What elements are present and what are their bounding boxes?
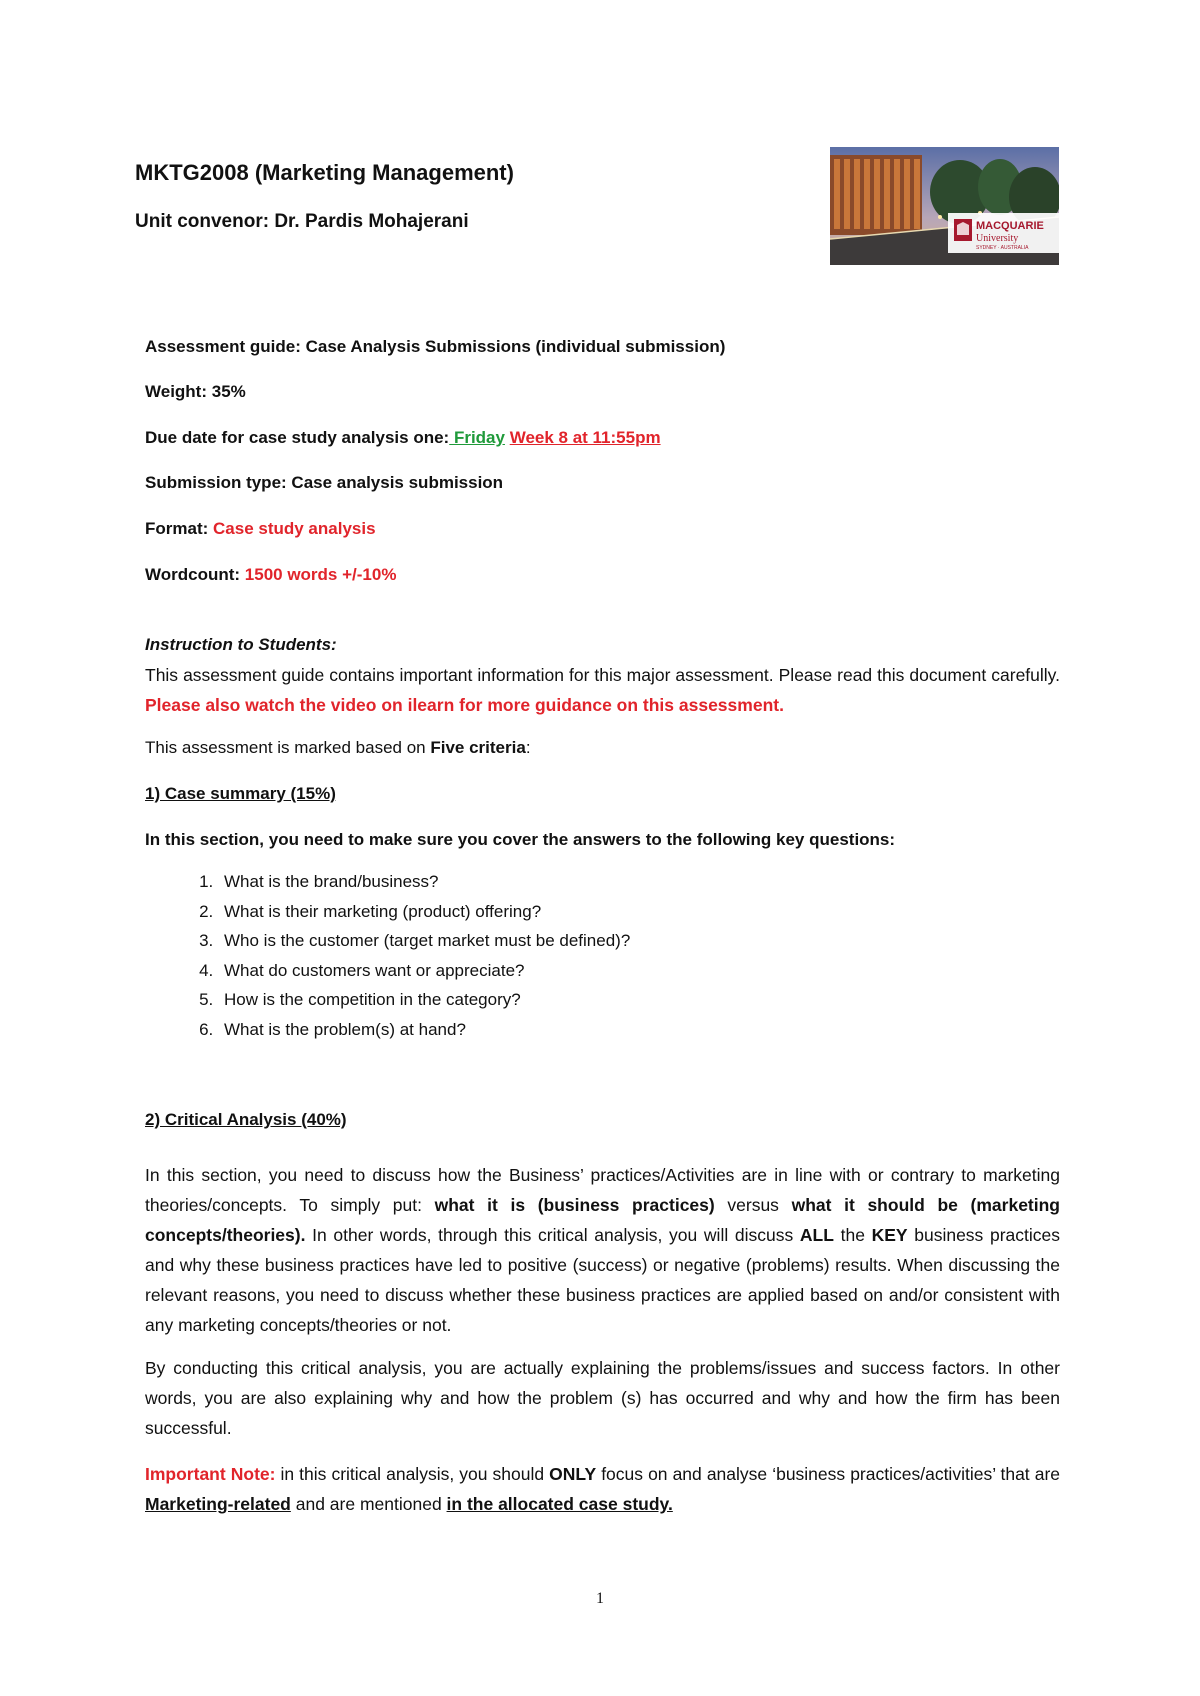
unit-convenor: Unit convenor: Dr. Pardis Mohajerani xyxy=(135,211,469,232)
text-run-bold: what it should be (marketing concepts/theories). xyxy=(145,1195,1061,1245)
weight-label: Weight: xyxy=(145,382,208,401)
key-questions-list xyxy=(145,867,630,1044)
logo-line-2: University xyxy=(976,233,1019,244)
instructions-highlight: Please also watch the video on ilearn for more guidance on this assessment. xyxy=(145,695,784,715)
page-number: 1 xyxy=(596,1590,604,1607)
logo-line-3: SYDNEY · AUSTRALIA xyxy=(976,245,1029,251)
criteria-pre: This assessment is marked based on xyxy=(145,738,431,757)
critical-analysis-paragraph-1 xyxy=(145,1160,1060,1340)
text-run: focus on and analyse ‘business practices/activities’ that are xyxy=(596,1464,1061,1484)
criteria-bold: Five criteria xyxy=(430,738,526,757)
wordcount-value: 1500 words +/-10% xyxy=(240,565,397,584)
submission-type-label: Submission type: xyxy=(145,473,287,492)
text-run: business practices and why these business practices have led to positive (success) or negative (problems) results. When discussing the relevant reasons, you need to discuss whether these business practices are applied based on and/or consistent with any marketing concepts/theories or not. xyxy=(145,1225,1060,1335)
list-item: 1. What is the brand/business? xyxy=(218,867,630,897)
text-run-bold-underline: in the allocated case study. xyxy=(446,1494,673,1514)
list-item: 3. Who is the customer (target market must be defined)? xyxy=(218,926,630,956)
due-time: Week 8 at 11:55pm xyxy=(509,428,661,447)
weight-value: 35% xyxy=(207,382,246,401)
text-run: In this section, you need to discuss how the Business’ practices/Activities are in line with or contrary to marketing theories/concepts. To simply put: xyxy=(145,1165,1060,1215)
assessment-guide-label: Assessment guide: xyxy=(145,337,301,356)
instructions-paragraph xyxy=(145,660,1060,720)
text-run-bold-underline: Marketing-related xyxy=(145,1494,291,1514)
text-run: In other words, through this critical analysis, you will discuss xyxy=(305,1225,800,1245)
critical-analysis-paragraph-2: By conducting this critical analysis, you are actually explaining the problems/issues and success factors. In other words, you are also explaining why and how the problem (s) has occurred and why and how the firm has been successful. xyxy=(145,1358,1060,1438)
format-label: Format: xyxy=(145,519,209,538)
text-run: and are mentioned xyxy=(290,1494,447,1514)
due-date-label: Due date for case study analysis one: xyxy=(145,428,450,447)
text-run: in this critical analysis, you should xyxy=(275,1464,550,1484)
instructions-heading: Instruction to Students: xyxy=(145,635,337,654)
important-note-paragraph xyxy=(145,1459,1060,1519)
list-item: 5. How is the competition in the category? xyxy=(218,985,630,1015)
important-note-label: Important Note: xyxy=(145,1464,276,1484)
criteria-line xyxy=(145,738,531,758)
criteria-post: : xyxy=(525,738,531,757)
instructions-text: This assessment guide contains important information for this major assessment. Please read this document carefully. xyxy=(145,665,1060,685)
list-item: 2. What is their marketing (product) offering? xyxy=(218,897,630,927)
section1-heading: 1) Case summary (15%) xyxy=(145,784,336,803)
wordcount-label: Wordcount: xyxy=(145,565,241,584)
assessment-guide-value: Case Analysis Submissions (individual submission) xyxy=(300,337,726,356)
text-run-bold: KEY xyxy=(871,1225,908,1245)
text-run: versus xyxy=(714,1195,792,1215)
campus-banner-image xyxy=(830,147,1059,265)
list-item: 6. What is the problem(s) at hand? xyxy=(218,1015,630,1045)
due-date-line xyxy=(145,428,661,448)
section1-intro: In this section, you need to make sure you cover the answers to the following key questions: xyxy=(145,830,896,849)
text-run-bold: what it is (business practices) xyxy=(434,1195,715,1215)
document-title: MKTG2008 (Marketing Management) xyxy=(135,160,514,185)
submission-type-value: Case analysis submission xyxy=(286,473,504,492)
logo-line-1: MACQUARIE xyxy=(976,220,1044,232)
section2-heading: 2) Critical Analysis (40%) xyxy=(145,1110,347,1129)
text-run: the xyxy=(833,1225,872,1245)
text-run-bold: ONLY xyxy=(549,1464,597,1484)
list-item: 4. What do customers want or appreciate? xyxy=(218,956,630,986)
submission-type-line xyxy=(145,473,503,493)
wordcount-line xyxy=(145,565,396,585)
assessment-guide-line xyxy=(145,337,725,357)
due-day: Friday xyxy=(449,428,505,447)
weight-line xyxy=(145,382,246,402)
text-run-bold: ALL xyxy=(799,1225,834,1245)
format-value: Case study analysis xyxy=(208,519,376,538)
format-line xyxy=(145,519,376,539)
